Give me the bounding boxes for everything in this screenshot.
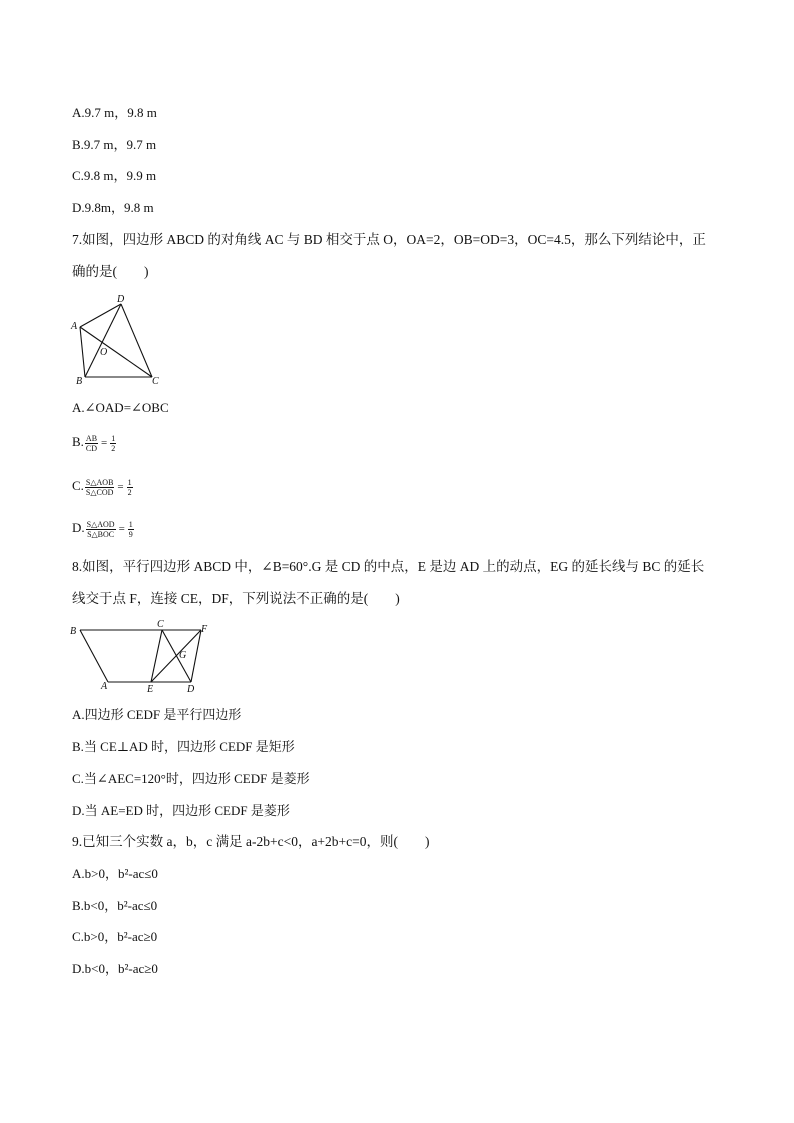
q9-option-b: B.b<0，b²-ac≤0 <box>72 898 158 913</box>
q7-option-c: C. $\frac{\text{S△AOB}}{\text{S△COD}}$ = $\frac{1}{2}$ <box>72 477 132 497</box>
label-a: A <box>71 321 78 332</box>
q8-option-b: B.当 CE⊥AD 时，四边形 CEDF 是矩形 <box>72 739 295 754</box>
label-d: D <box>187 684 195 695</box>
side-ba <box>80 630 108 682</box>
label-e: E <box>147 684 154 695</box>
q9-option-a: A.b>0，b²-ac≤0 <box>72 866 158 881</box>
diagonal-bd <box>85 304 121 377</box>
label-b: B <box>76 376 83 386</box>
q6-option-c: C.9.8 m，9.9 m <box>72 168 157 183</box>
q6-option-a: A.9.7 m，9.8 m <box>72 105 157 120</box>
label-o: O <box>100 347 108 358</box>
segment-df <box>191 630 201 682</box>
label-c: C <box>157 619 164 630</box>
q8-stem-line1: 8.如图，平行四边形 ABCD 中，∠B=60°.G 是 CD 的中点，E 是边 AD 上的动点，EG 的延长线与 BC 的延长 <box>72 559 705 574</box>
segment-ce <box>151 630 162 682</box>
segment-ef <box>151 630 201 682</box>
q6-option-d: D.9.8m，9.8 m <box>72 200 154 215</box>
q7-figure <box>66 292 166 386</box>
label-d: D <box>117 294 125 305</box>
q7-option-a: A.∠OAD=∠OBC <box>72 400 169 415</box>
q8-stem-line2: 线交于点 F，连接 CE，DF，下列说法不正确的是( ) <box>72 591 400 606</box>
label-f: F <box>201 624 208 635</box>
q7-stem-line2: 确的是( ) <box>72 264 149 279</box>
label-b: B <box>70 626 77 637</box>
q6-option-b: B.9.7 m，9.7 m <box>72 137 157 152</box>
q9-option-d: D.b<0，b²-ac≥0 <box>72 961 158 976</box>
label-g: G <box>179 650 187 661</box>
q8-option-d: D.当 AE=ED 时，四边形 CEDF 是菱形 <box>72 803 290 818</box>
q7-stem-line1: 7.如图，四边形 ABCD 的对角线 AC 与 BD 相交于点 O，OA=2，OB=OD=3，OC=4.5，那么下列结论中，正 <box>72 232 706 247</box>
q8-option-a: A.四边形 CEDF 是平行四边形 <box>72 707 242 722</box>
side-ab <box>80 327 85 377</box>
q8-figure <box>66 617 216 697</box>
q9-option-c: C.b>0，b²-ac≥0 <box>72 929 158 944</box>
q7-option-b: B. $\frac{AB}{CD}$ = $\frac{1}{2}$ <box>72 433 116 453</box>
q7-option-d: D. $\frac{\text{S△AOD}}{\text{S△BOC}}$ = $\frac{1}{9}$ <box>72 519 133 539</box>
label-c: C <box>152 376 159 386</box>
q9-stem: 9.已知三个实数 a，b，c 满足 a-2b+c<0，a+2b+c=0，则( ) <box>72 834 430 849</box>
label-a: A <box>101 681 108 692</box>
q8-option-c: C.当∠AEC=120°时，四边形 CEDF 是菱形 <box>72 771 310 786</box>
